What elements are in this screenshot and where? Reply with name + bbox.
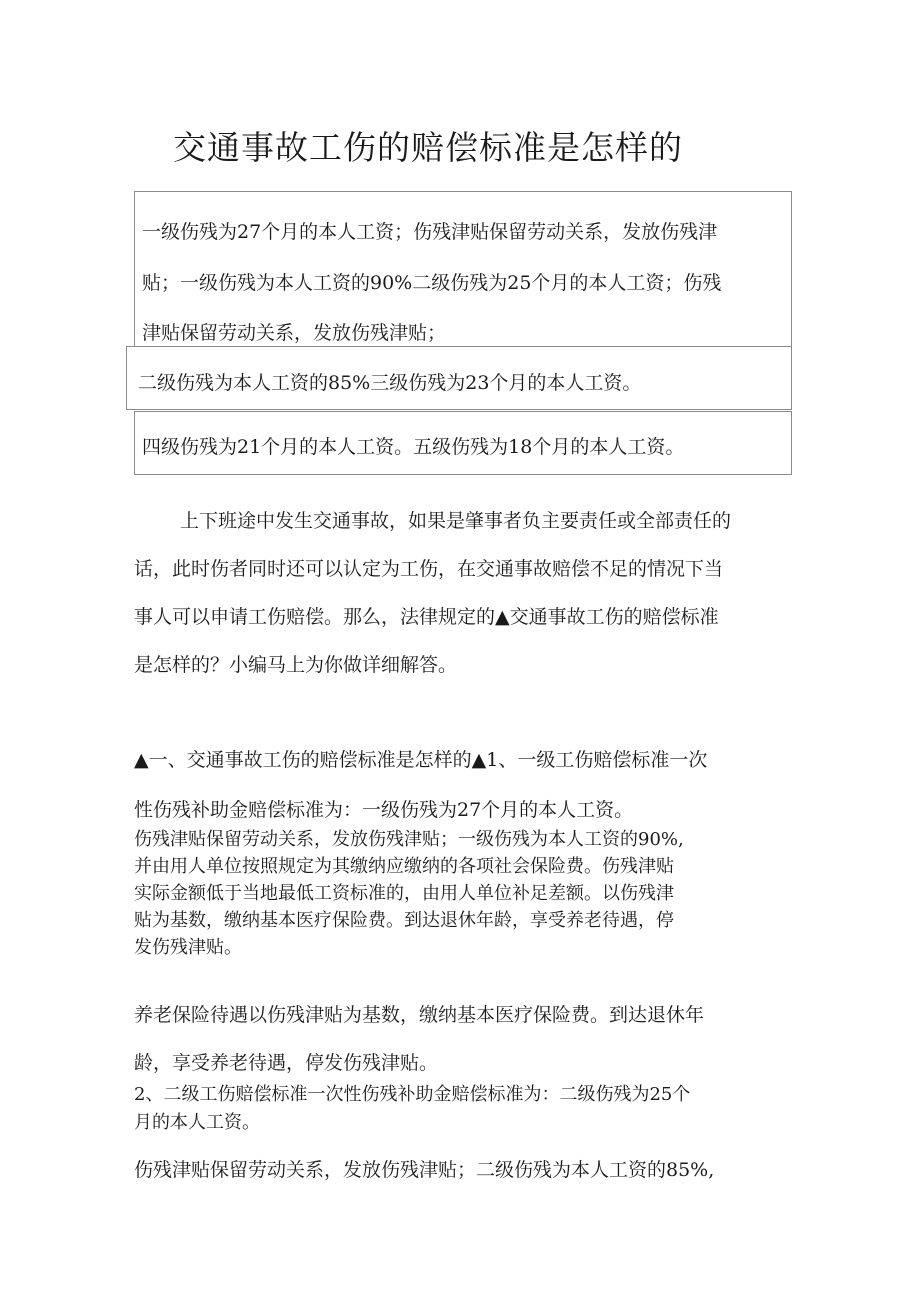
paragraph-line: 贴为基数，缴纳基本医疗保险费。到达退休年龄，享受养老待遇，停 xyxy=(134,910,674,931)
table-row1-line: 贴；一级伤残为本人工资的90%二级伤残为25个月的本人工资；伤残 xyxy=(142,272,722,294)
table-row1-line: 一级伤残为27个月的本人工资；伤残津贴保留劳动关系，发放伤残津 xyxy=(142,221,718,243)
paragraph-line: 实际金额低于当地最低工资标准的，由用人单位补足差额。以伤残津 xyxy=(134,883,674,904)
table-row1-line: 津贴保留劳动关系，发放伤残津贴； xyxy=(142,322,447,344)
section-line: 性伤残补助金赔偿标准为：一级伤残为27个月的本人工资。 xyxy=(134,799,634,821)
table-row3-text: 四级伤残为21个月的本人工资。五级伤残为18个月的本人工资。 xyxy=(142,436,685,458)
section-heading: ▲一、交通事故工伤的赔偿标准是怎样的▲1、一级工伤赔偿标准一次 xyxy=(134,749,708,771)
table-row2-text: 二级伤残为本人工资的85%三级伤残为23个月的本人工资。 xyxy=(138,372,642,394)
paragraph-line: 养老保险待遇以伤残津贴为基数，缴纳基本医疗保险费。到达退休年 xyxy=(134,1004,705,1026)
intro-line: 上下班途中发生交通事故，如果是肇事者负主要责任或全部责任的 xyxy=(180,510,732,532)
paragraph-line: 伤残津贴保留劳动关系，发放伤残津贴；一级伤残为本人工资的90%, xyxy=(134,829,684,850)
intro-line: 是怎样的？小编马上为你做详细解答。 xyxy=(134,654,458,676)
paragraph-line: 龄，享受养老待遇，停发伤残津贴。 xyxy=(134,1052,439,1074)
intro-line: 事人可以申请工伤赔偿。那么，法律规定的▲交通事故工伤的赔偿标准 xyxy=(134,606,719,628)
paragraph-line: 月的本人工资。 xyxy=(134,1112,260,1133)
paragraph-line: 并由用人单位按照规定为其缴纳应缴纳的各项社会保险费。伤残津贴 xyxy=(134,856,674,877)
paragraph-line: 发伤残津贴。 xyxy=(134,937,242,958)
paragraph-line: 伤残津贴保留劳动关系，发放伤残津贴；二级伤残为本人工资的85%, xyxy=(134,1159,715,1181)
intro-line: 话，此时伤者同时还可以认定为工伤，在交通事故赔偿不足的情况下当 xyxy=(134,558,724,580)
page-title: 交通事故工伤的赔偿标准是怎样的 xyxy=(173,128,683,167)
paragraph-line: 2、二级工伤赔偿标准一次性伤残补助金赔偿标准为：二级伤残为25个 xyxy=(134,1084,691,1105)
